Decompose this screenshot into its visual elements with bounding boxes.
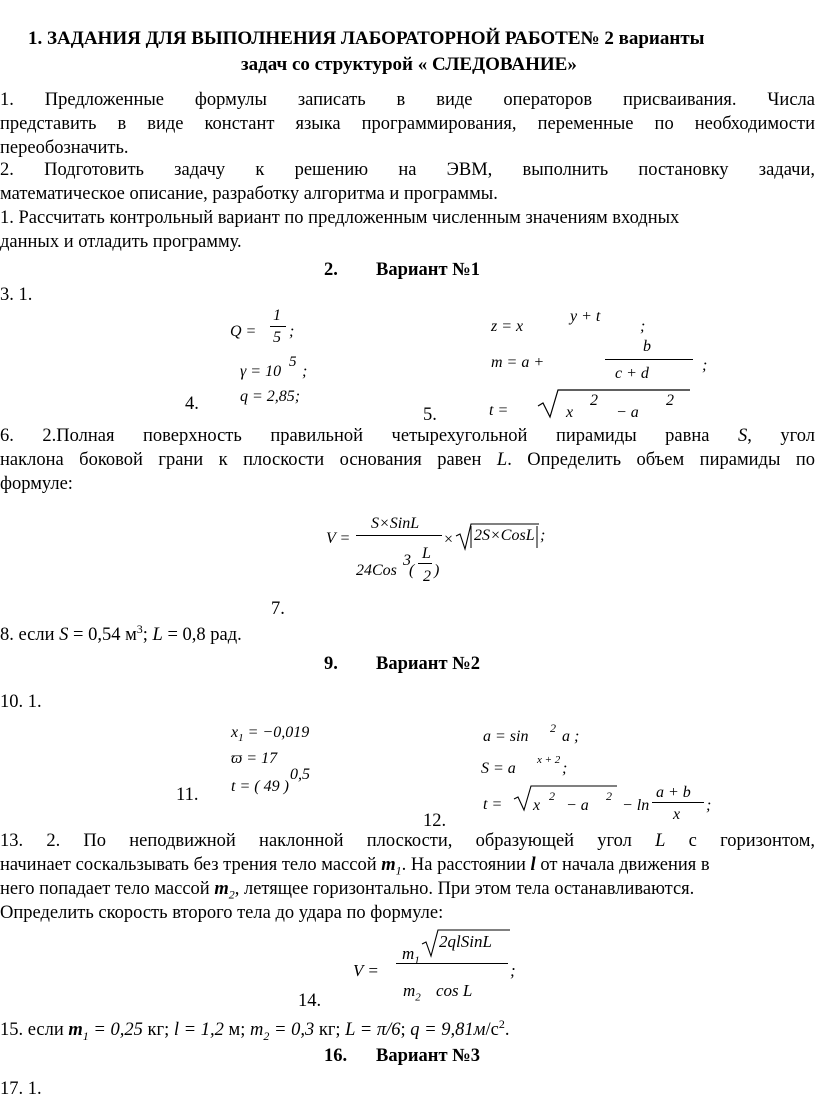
variant2-title: Вариант №2 (376, 654, 480, 674)
item-13-line1: 13. 2. По неподвижной наклонной плоскости, образующей угол L с горизонтом, (0, 831, 816, 851)
formula-t2-numerator: a + b (656, 784, 691, 801)
item-15: 15. если $m_1 = 0,25$ кг; l = 1,2 м; $m_2 = 0,3$ кг; L = π/6; $q = 9,81м/с^2$. (0, 1017, 510, 1043)
formula-Q-numerator: 1 (273, 307, 281, 324)
item-13-line3: него попадает тело массой $m_2$, летящее горизонтально. При этом тела останавливаются. (0, 879, 695, 902)
fraction-bar (605, 359, 693, 360)
formula-x1: $x_1 = -0,019$ (231, 724, 310, 745)
item-14: 14. (298, 991, 322, 1011)
variant3-title: Вариант №3 (376, 1046, 480, 1066)
formula-V-den-close: ) (434, 562, 440, 579)
formula-gamma: γ = 10 (240, 363, 282, 380)
item-12: 12. (423, 811, 447, 831)
formula-Q: Q = (230, 323, 257, 340)
formula-V2: V = (353, 961, 379, 980)
formula-V-den-L: L (422, 545, 431, 562)
formula-V2-cos: cos L (436, 981, 473, 1000)
item-6-line2: наклона боковой грани к плоскости основания равен L. Определить объем пирамиды по (0, 450, 816, 470)
item-11: 11. (176, 785, 199, 805)
formula-V: V = (326, 530, 351, 547)
item-6-line3: формуле: (0, 474, 73, 494)
formula-V-den-paren: ( (409, 562, 415, 579)
item-5: 5. (423, 405, 437, 425)
variant3-number: 16. (324, 1046, 348, 1066)
variant2-number: 9. (324, 654, 338, 674)
item-17: 17. 1. (0, 1079, 42, 1099)
variant1-title: Вариант №1 (376, 260, 480, 280)
formula-t-pow: t = ( 49 ) (231, 778, 289, 795)
formula-Q-denominator: 5 (273, 329, 281, 346)
item-10: 10. 1. (0, 692, 42, 712)
formula-S-exponent: x + 2 (537, 754, 561, 766)
formula-omega: ϖ = 17 (231, 750, 278, 767)
formula-z-exponent: y + t (570, 308, 601, 325)
formula-t2-x: x (533, 797, 541, 814)
formula-a-exponent: 2 (550, 721, 556, 735)
item-13-line4: Определить скорость второго тела до удара по формуле: (0, 903, 444, 923)
formula-t-pow-exponent: 0,5 (290, 766, 310, 783)
formula-t: t = (489, 402, 509, 419)
formula-S: S = a (481, 760, 516, 777)
formula-V-end: ; (540, 527, 546, 544)
intro-p2-line1: 2. Подготовить задачу к решению на ЭВМ, выполнить постановку задачи, (0, 160, 815, 180)
formula-q: q = 2,85; (240, 388, 301, 405)
formula-t2-ln: − ln (622, 797, 650, 814)
heading-line-1: 1. ЗАДАНИЯ ДЛЯ ВЫПОЛНЕНИЯ ЛАБОРАТОРНОЙ РАБОТЕ№ 2 варианты (28, 28, 705, 49)
fraction-bar (652, 802, 704, 803)
item-3: 3. 1. (0, 285, 33, 305)
formula-V2-end: ; (510, 961, 516, 980)
formula-V-denominator: 24Cos (356, 562, 397, 579)
formula-t2-end: ; (706, 797, 712, 814)
intro-p3-line2: данных и отладить программу. (0, 232, 242, 252)
formula-gamma-exponent: 5 (289, 354, 297, 370)
item-8: 8. если S = 0,54 $м^3$; L = 0,8 рад. (0, 622, 242, 646)
intro-p3-line1: 1. Рассчитать контрольный вариант по предложенным численным значениям входных (0, 208, 680, 228)
formula-t-minus-a: − a (616, 404, 639, 421)
formula-V2-m2: $m_2$ (403, 981, 421, 1004)
formula-t2: t = (483, 796, 503, 813)
formula-t-x: x (566, 404, 574, 421)
formula-t2-denominator: x (673, 806, 681, 823)
formula-Q-end: ; (289, 323, 295, 340)
item-13-line2: начинает соскальзывать без трения тело массой $m_1$. На расстоянии l от начала движения в (0, 855, 710, 878)
intro-p1-line1: 1. Предложенные формулы записать в виде операторов присваивания. Числа (0, 90, 815, 110)
fraction-bar (356, 535, 442, 536)
formula-V-den-2: 2 (423, 568, 431, 585)
formula-m-numerator: b (643, 338, 651, 355)
heading-line-2: задач со структурой « СЛЕДОВАНИЕ» (241, 54, 577, 75)
item-4: 4. (185, 394, 199, 414)
fraction-bar (418, 563, 432, 564)
intro-p1-line3: переобозначить. (0, 138, 129, 158)
formula-t2-minus-a: − a (566, 797, 589, 814)
intro-p1-line2: представить в виде констант языка программирования, переменные по необходимости (0, 114, 815, 134)
formula-V-root: 2S×CosL (474, 527, 535, 544)
variant1-number: 2. (324, 260, 338, 280)
formula-m-denominator: c + d (615, 365, 649, 382)
formula-t-a-exponent: 2 (666, 392, 674, 409)
formula-t-x-exponent: 2 (590, 392, 598, 409)
formula-V-numerator: S×SinL (371, 515, 420, 532)
formula-z: z = x (491, 318, 524, 335)
formula-gamma-end: ; (302, 363, 308, 380)
formula-V-mult: × (444, 531, 454, 548)
formula-m-end: ; (702, 357, 708, 374)
formula-V2-root: 2qlSinL (439, 932, 492, 951)
formula-V-den-exponent: 3 (403, 552, 411, 569)
fraction-bar (270, 326, 286, 327)
formula-S-end: ; (562, 760, 568, 777)
item-6-line1: 6. 2.Полная поверхность правильной четырехугольной пирамиды равна S, угол (0, 426, 815, 446)
formula-t2-a-exponent: 2 (606, 789, 612, 803)
item-7: 7. (271, 599, 285, 619)
formula-a-end: a ; (562, 728, 580, 745)
formula-z-end: ; (640, 318, 646, 335)
formula-m: m = a + (491, 354, 545, 371)
fraction-bar (396, 963, 508, 964)
intro-p2-line2: математическое описание, разработку алгоритма и программы. (0, 184, 498, 204)
formula-a: a = sin (483, 728, 529, 745)
formula-V2-m1: $m_1$ (402, 944, 420, 967)
formula-t2-x-exponent: 2 (549, 789, 555, 803)
